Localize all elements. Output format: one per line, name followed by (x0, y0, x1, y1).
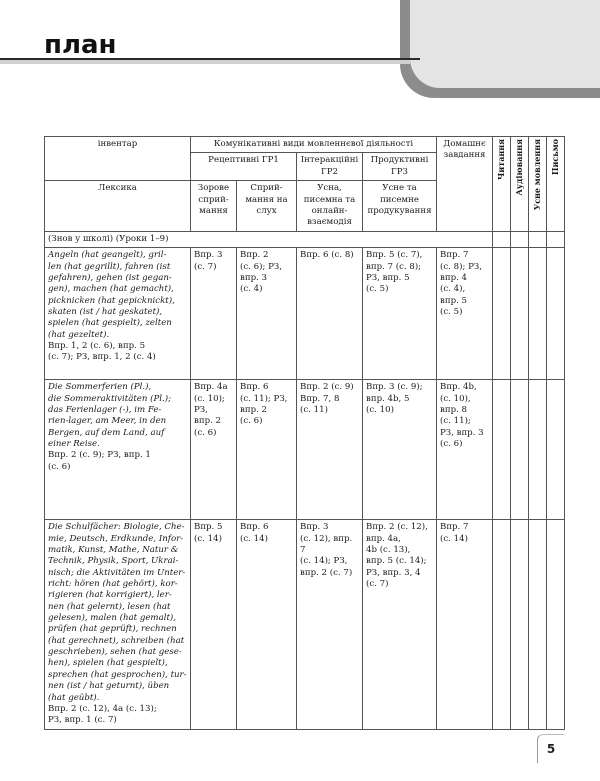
header-receptive: Рецептивні ГР1 (191, 153, 297, 181)
header-listening-perception: Сприй-мання на слух (237, 181, 297, 232)
page-header (0, 0, 600, 78)
check-cell (493, 248, 511, 380)
homework-cell: Впр. 7 (с. 8); РЗ, впр. 4 (с. 4), впр. 5 (с. 5) (437, 248, 493, 380)
homework-cell: Впр. 7 (с. 14) (437, 520, 493, 729)
page-title: план (44, 30, 117, 60)
production-cell: Впр. 5 (с. 7), впр. 7 (с. 8); РЗ, впр. 5 (с. 5) (363, 248, 437, 380)
visual-cell: Впр. 5 (с. 14) (191, 520, 237, 729)
table-row (45, 248, 565, 380)
vocabulary-reference: Впр. 2 (с. 9); РЗ, впр. 1 (с. 6) (48, 450, 151, 472)
visual-cell: Впр. 3 (с. 7) (191, 248, 237, 380)
header-production: Усне та писемне продукування (363, 181, 437, 232)
check-cell (547, 380, 565, 520)
vocabulary-cell (45, 520, 191, 729)
header-communicative-types: Комунікативні види мовленнєвої діяльності (191, 137, 437, 153)
check-cell (493, 232, 511, 248)
check-cell (493, 520, 511, 729)
header-vocabulary: Лексика (45, 181, 191, 232)
header-speaking (529, 137, 547, 232)
header-visual-perception: Зорове сприй-мання (191, 181, 237, 232)
listening-cell: Впр. 2 (с. 6); РЗ, впр. 3 (с. 4) (237, 248, 297, 380)
check-cell (493, 380, 511, 520)
interaction-cell: Впр. 3 (с. 12), впр. 7 (с. 14); РЗ, впр. 2 (с. 7) (297, 520, 363, 729)
check-cell (529, 520, 547, 729)
check-cell (511, 520, 529, 729)
interaction-cell: Впр. 6 (с. 8) (297, 248, 363, 380)
check-cell (547, 248, 565, 380)
check-cell (547, 520, 565, 729)
header-reading (493, 137, 511, 232)
table-row (45, 380, 565, 520)
vocabulary-text: Angeln (hat geangelt), gril- len (hat gegrillt), fahren (ist gefahren), gehen (ist gegan- gen), machen (hat gemacht), picknicken (hat gepicknickt), skaten (ist / hat geskatet), spielen (hat gespielt), zelten (hat gezeltet). (48, 250, 175, 340)
header-listening (511, 137, 529, 232)
header-writing (547, 137, 565, 232)
vocabulary-reference: Впр. 1, 2 (с. 6), впр. 5 (с. 7); РЗ, впр. 1, 2 (с. 4) (48, 341, 156, 363)
check-cell (511, 380, 529, 520)
interaction-cell: Впр. 2 (с. 9) Впр. 7, 8 (с. 11) (297, 380, 363, 520)
check-cell (529, 232, 547, 248)
vocabulary-cell (45, 248, 191, 380)
check-cell (511, 232, 529, 248)
listening-cell: Впр. 6 (с. 14) (237, 520, 297, 729)
homework-cell: Впр. 4b, (с. 10), впр. 8 (с. 11); РЗ, впр. 3 (с. 6) (437, 380, 493, 520)
header-reading-label: Читання (496, 139, 507, 180)
check-cell (529, 380, 547, 520)
vocabulary-cell (45, 380, 191, 520)
vocabulary-text: Die Schulfächer: Biologie, Che- mie, Deutsch, Erdkunde, Infor- matik, Kunst, Mathe, Natur & Technik, Physik, Sport, Ukrai- nisch; die Aktivitäten im Unter- richt: hören (hat gehört), kor- rigieren (hat korrigiert), ler- nen (hat gelernt), lesen (hat gelesen), malen (hat gemalt), prüfen (hat geprüft), rechnen (hat gerechnet), schreiben (hat geschrieben), sehen (hat gese- hen), spielen (hat gespielt), sprechen (hat gesprochen), tur- nen (ist / hat geturnt), üben (hat geübt). (48, 522, 187, 703)
header-homework: Домашнє завдання (437, 137, 493, 232)
check-cell (529, 248, 547, 380)
production-cell: Впр. 2 (с. 12), впр. 4а, 4b (с. 13), впр. 5 (с. 14); РЗ, впр. 3, 4 (с. 7) (363, 520, 437, 729)
vocabulary-reference: Впр. 2 (с. 12), 4а (с. 13); РЗ, впр. 1 (с. 7) (48, 703, 157, 726)
header-speaking-label: Усне мовлення (532, 139, 543, 211)
listening-cell: Впр. 6 (с. 11); РЗ, впр. 2 (с. 6) (237, 380, 297, 520)
header-productive: Продуктивні ГР3 (363, 153, 437, 181)
check-cell (547, 232, 565, 248)
visual-cell: Впр. 4а (с. 10); РЗ, впр. 2 (с. 6) (191, 380, 237, 520)
header-listening-label: Аудіювання (514, 139, 525, 196)
vocabulary-text: Die Sommerferien (Pl.), die Sommeraktivitäten (Pl.); das Ferienlager (-), im Fe- rien-lager, am Meer, in den Bergen, auf dem Land, auf einer Reise. (48, 382, 172, 450)
header-interaction: Усна, писемна та онлайн-взаємодія (297, 181, 363, 232)
production-cell: Впр. 3 (с. 9); впр. 4b, 5 (с. 10) (363, 380, 437, 520)
header-interactive: Інтеракційні ГР2 (297, 153, 363, 181)
header-writing-label: Письмо (550, 139, 561, 176)
header-corner-tab (400, 0, 600, 98)
table-row (45, 520, 565, 729)
section-heading: (Знов у школі) (Уроки 1–9) (45, 232, 493, 248)
check-cell (511, 248, 529, 380)
header-corner-tab-inner (410, 0, 600, 88)
page-number: 5 (537, 734, 564, 763)
header-inventar: інвентар (45, 137, 191, 181)
header-rule-shadow (0, 60, 410, 64)
lesson-plan-table (44, 136, 565, 730)
